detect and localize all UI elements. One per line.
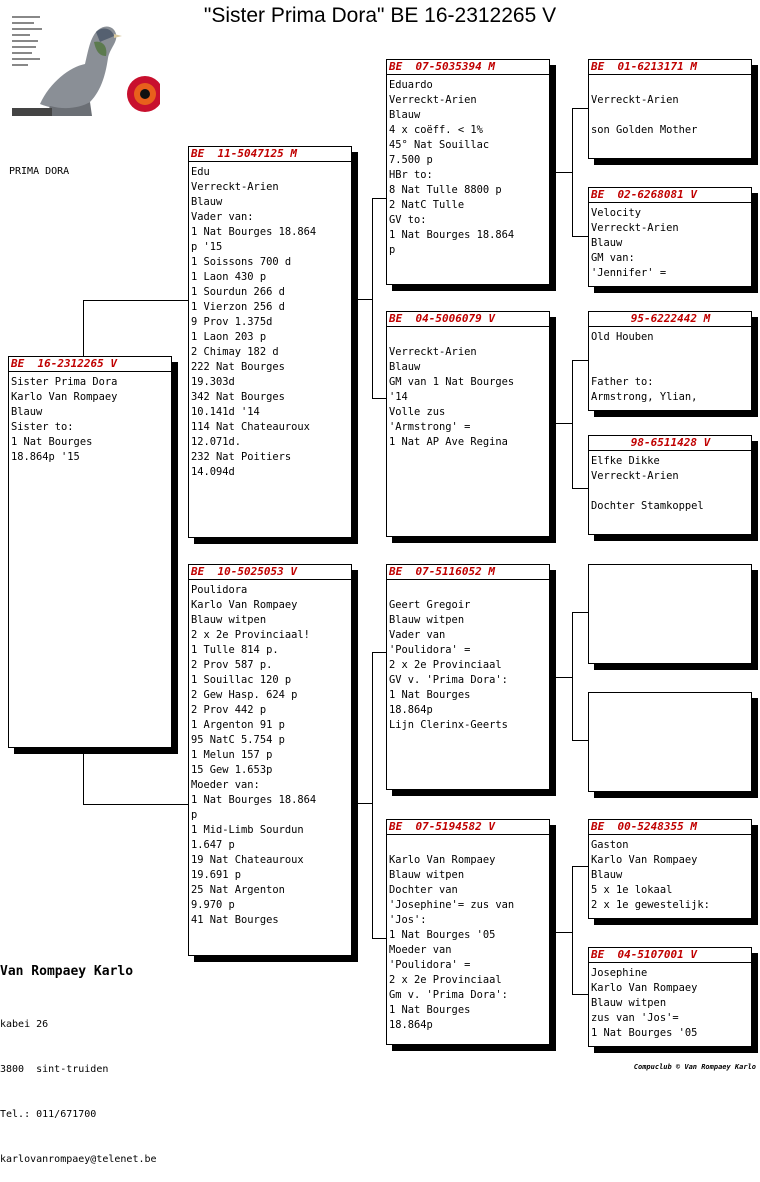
card-line: Father to: [591, 376, 654, 388]
card-text [591, 330, 749, 405]
card-line: 7.500 p [389, 154, 433, 166]
card-line: Geert Gregoir [389, 599, 471, 611]
ring-number: BE 04-5107001 V [589, 948, 751, 963]
email-address: karlovanrompaey@telenet.be [0, 1154, 157, 1165]
connector-line [572, 488, 588, 489]
card-line: Sister to: [11, 421, 74, 433]
card-line: 19.691 p [191, 869, 242, 881]
connector-line [548, 932, 572, 933]
card-line: Sister Prima Dora [11, 376, 118, 388]
connector-line [350, 803, 372, 804]
card-line: Old Houben [591, 331, 654, 343]
card-line: 2 Prov 442 p [191, 704, 267, 716]
card-text [591, 838, 749, 913]
card-line: 12.071d. [191, 436, 242, 448]
pedigree-card-dam-sire [386, 564, 550, 790]
connector-line [83, 804, 190, 805]
card-line: 10.141d '14 [191, 406, 260, 418]
ring-number: BE 16-2312265 V [9, 357, 171, 372]
card-line: 41 Nat Bourges [191, 914, 279, 926]
card-line: 18.864p '15 [11, 451, 80, 463]
card-line: 4 x coëff. < 1% [389, 124, 483, 136]
card-line: 'Jennifer' = [591, 267, 667, 279]
card-line: 18.864p [389, 704, 433, 716]
card-line: Verreckt-Arien [191, 181, 279, 193]
card-line: Karlo Van Rompaey [389, 854, 496, 866]
card-line: '14 [389, 391, 408, 403]
card-text [591, 206, 749, 281]
connector-line [572, 108, 588, 109]
card-line: Karlo Van Rompaey [191, 599, 298, 611]
card-line: Verreckt-Arien [591, 470, 679, 482]
connector-line [83, 300, 190, 301]
card-line: Blauw [591, 869, 623, 881]
card-line: 1 Laon 203 p [191, 331, 267, 343]
card-line: Moeder van [389, 944, 452, 956]
side-label: PRIMA DORA [9, 166, 70, 177]
pigeon-logo-icon [10, 12, 160, 120]
card-line: 2 NatC Tulle [389, 199, 465, 211]
card-line: Blauw [389, 361, 421, 373]
owner-address [0, 987, 157, 1182]
connector-line [572, 994, 588, 995]
card-line: 2 x 1e gewestelijk: [591, 899, 710, 911]
card-line [591, 345, 749, 360]
card-line: Blauw witpen [389, 614, 465, 626]
card-line [389, 583, 547, 598]
card-line: Verreckt-Arien [389, 346, 477, 358]
connector-line [572, 866, 588, 867]
card-line [591, 78, 749, 93]
card-line: 2 x 2e Provinciaal [389, 659, 502, 671]
card-line: Velocity [591, 207, 642, 219]
card-line: p [389, 244, 396, 256]
card-line: 1 Nat Bourges 18.864 [191, 226, 317, 238]
card-line: Dochter Stamkoppel [591, 500, 704, 512]
card-line: GM van 1 Nat Bourges [389, 376, 515, 388]
card-line: p [191, 809, 198, 821]
card-text [591, 78, 749, 138]
card-line: 1 Mid-Limb Sourdun [191, 824, 304, 836]
card-text [591, 454, 749, 514]
card-text [591, 966, 749, 1041]
connector-line [350, 299, 372, 300]
pedigree-card-sdd [588, 435, 752, 535]
pedigree-card-sire [188, 146, 352, 538]
ring-number: BE 02-6268081 V [589, 188, 751, 203]
page-title: "Sister Prima Dora" BE 16-2312265 V [203, 4, 557, 27]
card-line [591, 360, 749, 375]
ring-number: BE 01-6213171 M [589, 60, 751, 75]
card-line: 222 Nat Bourges [191, 361, 285, 373]
pedigree-card-dam-dam [386, 819, 550, 1045]
card-line: 5 x 1e lokaal [591, 884, 673, 896]
pedigree-card-sire-dam [386, 311, 550, 537]
footer-credit: Compuclub © Van Rompaey Karlo [633, 1063, 756, 1071]
connector-line [572, 740, 588, 741]
card-line: 2 Prov 587 p. [191, 659, 273, 671]
ring-number: BE 07-5035394 M [387, 60, 549, 75]
ring-number: BE 04-5006079 V [387, 312, 549, 327]
card-line: GM van: [591, 252, 635, 264]
card-line: 1 Soissons 700 d [191, 256, 292, 268]
card-line: 'Poulidora' = [389, 644, 471, 656]
card-line: Dochter van [389, 884, 458, 896]
card-line: 342 Nat Bourges [191, 391, 285, 403]
card-line: Vader van: [191, 211, 254, 223]
card-line: son Golden Mother [591, 124, 698, 136]
card-line: 1.647 p [191, 839, 235, 851]
card-line: Blauw witpen [389, 869, 465, 881]
owner-name: Van Rompaey Karlo [0, 964, 134, 979]
card-line: 19 Nat Chateauroux [191, 854, 304, 866]
card-line: 114 Nat Chateauroux [191, 421, 310, 433]
card-line: Poulidora [191, 584, 248, 596]
card-line: Eduardo [389, 79, 433, 91]
card-line [591, 108, 749, 123]
card-line: GV v. 'Prima Dora': [389, 674, 508, 686]
card-line: 1 Sourdun 266 d [191, 286, 285, 298]
connector-line [548, 677, 572, 678]
card-text [191, 165, 349, 480]
card-text [389, 78, 547, 258]
pedigree-card-dds [588, 819, 752, 919]
connector-line [572, 612, 573, 740]
ring-number: BE 07-5116052 M [387, 565, 549, 580]
card-line: 'Jos': [389, 914, 427, 926]
card-line: Karlo Van Rompaey [11, 391, 118, 403]
card-line: 2 Gew Hasp. 624 p [191, 689, 298, 701]
card-line: Blauw [11, 406, 43, 418]
connector-line [572, 108, 573, 236]
card-line [591, 484, 749, 499]
card-line: Gaston [591, 839, 629, 851]
card-text [389, 330, 547, 450]
card-line: 1 Argenton 91 p [191, 719, 285, 731]
card-line: Blauw witpen [191, 614, 267, 626]
card-line: 1 Nat Bourges '05 [591, 1027, 698, 1039]
ring-number: 98-6511428 V [589, 436, 751, 451]
card-line: Elfke Dikke [591, 455, 660, 467]
card-line: 2 Chimay 182 d [191, 346, 279, 358]
pedigree-card-dss [588, 564, 752, 664]
card-line: 232 Nat Poitiers [191, 451, 292, 463]
card-line: 1 Nat Bourges '05 [389, 929, 496, 941]
card-line: 9.970 p [191, 899, 235, 911]
card-line: Blauw [591, 237, 623, 249]
card-line: 1 Nat Bourges 18.864 [389, 229, 515, 241]
card-line: Verreckt-Arien [591, 222, 679, 234]
card-line: p '15 [191, 241, 223, 253]
card-text [11, 375, 169, 465]
pedigree-card-sds [588, 311, 752, 411]
ring-number: 95-6222442 M [589, 312, 751, 327]
connector-line [548, 172, 572, 173]
card-line: Verreckt-Arien [389, 94, 477, 106]
card-line: Moeder van: [191, 779, 260, 791]
ring-number: BE 11-5047125 M [189, 147, 351, 162]
connector-line [83, 300, 84, 356]
pedigree-card-ddd [588, 947, 752, 1047]
card-line: 15 Gew 1.653p [191, 764, 273, 776]
card-line: 18.864p [389, 1019, 433, 1031]
pedigree-card-dsd [588, 692, 752, 792]
card-line: 25 Nat Argenton [191, 884, 285, 896]
address-line: 3800 sint-truiden [0, 1064, 109, 1075]
card-line: HBr to: [389, 169, 433, 181]
connector-line [572, 236, 588, 237]
card-line: 1 Nat Bourges [389, 1004, 471, 1016]
card-line: Gm v. 'Prima Dora': [389, 989, 508, 1001]
card-line: 14.094d [191, 466, 235, 478]
card-line: Edu [191, 166, 210, 178]
card-line: 1 Nat Bourges [11, 436, 93, 448]
card-line: zus van 'Jos'= [591, 1012, 679, 1024]
card-line: Josephine [591, 967, 648, 979]
card-line [389, 838, 547, 853]
card-line: Volle zus [389, 406, 446, 418]
card-line: 'Armstrong' = [389, 421, 471, 433]
card-line: 2 x 2e Provinciaal! [191, 629, 310, 641]
connector-line [572, 612, 588, 613]
card-line: Blauw [389, 109, 421, 121]
card-line: Vader van [389, 629, 446, 641]
card-line: 2 x 2e Provinciaal [389, 974, 502, 986]
card-line: 1 Nat AP Ave Regina [389, 436, 508, 448]
address-line: Tel.: 011/671700 [0, 1109, 97, 1120]
ring-number: BE 00-5248355 M [589, 820, 751, 835]
card-line: 1 Laon 430 p [191, 271, 267, 283]
card-line: 1 Melun 157 p [191, 749, 273, 761]
connector-line [572, 360, 573, 488]
ring-number: BE 07-5194582 V [387, 820, 549, 835]
connector-line [372, 652, 373, 938]
connector-line [572, 360, 588, 361]
card-line: 19.303d [191, 376, 235, 388]
card-line: 95 NatC 5.754 p [191, 734, 285, 746]
pedigree-card-sire-sire [386, 59, 550, 285]
card-line: 1 Nat Bourges 18.864 [191, 794, 317, 806]
connector-line [372, 198, 373, 398]
card-line: 8 Nat Tulle 8800 p [389, 184, 502, 196]
card-line: 9 Prov 1.375d [191, 316, 273, 328]
card-line: 1 Nat Bourges [389, 689, 471, 701]
card-line: Karlo Van Rompaey [591, 982, 698, 994]
card-line: 1 Tulle 814 p. [191, 644, 279, 656]
card-line: 1 Souillac 120 p [191, 674, 292, 686]
card-line: Lijn Clerinx-Geerts [389, 719, 508, 731]
card-line [389, 330, 547, 345]
address-line: kabei 26 [0, 1019, 49, 1030]
card-line: 'Josephine'= zus van [389, 899, 515, 911]
pedigree-card-ssd [588, 187, 752, 287]
connector-line [83, 748, 84, 804]
card-line: Karlo Van Rompaey [591, 854, 698, 866]
card-line: Verreckt-Arien [591, 94, 679, 106]
ring-number: BE 10-5025053 V [189, 565, 351, 580]
card-line: Armstrong, Ylian, [591, 391, 698, 403]
card-line: 45° Nat Souillac [389, 139, 490, 151]
card-line: 1 Vierzon 256 d [191, 301, 285, 313]
card-text [389, 583, 547, 733]
card-line: Blauw witpen [591, 997, 667, 1009]
connector-line [572, 866, 573, 994]
pedigree-card-dam [188, 564, 352, 956]
card-text [389, 838, 547, 1033]
card-line: Blauw [191, 196, 223, 208]
card-line: 'Poulidora' = [389, 959, 471, 971]
card-line: GV to: [389, 214, 427, 226]
connector-line [548, 423, 572, 424]
card-text [191, 583, 349, 928]
pedigree-card-sss [588, 59, 752, 159]
pedigree-card-root [8, 356, 172, 748]
